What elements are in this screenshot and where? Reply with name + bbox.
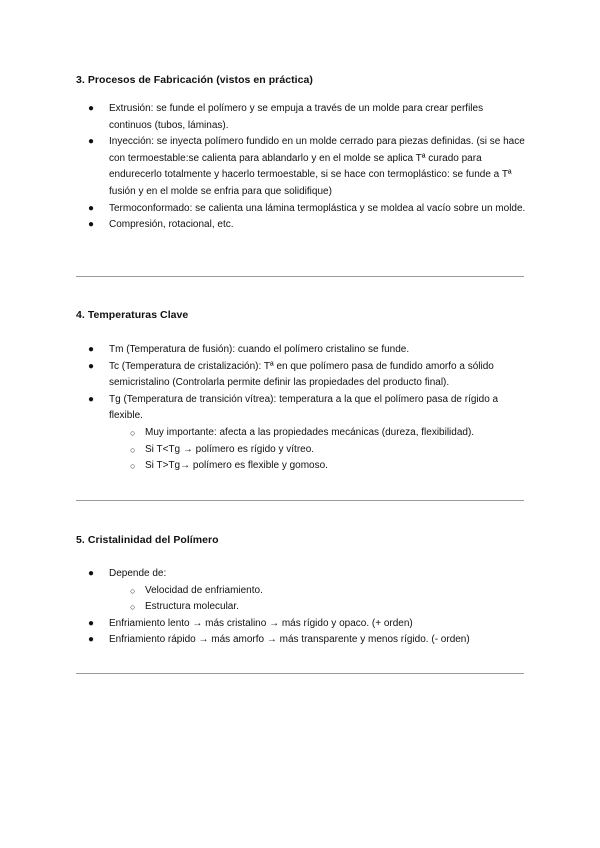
hollow-bullet-icon: ○ xyxy=(130,461,136,472)
list-item: ● Termoconformado: se calienta una lámina termoplástica y se moldea al vacío sobre un molde. xyxy=(76,201,526,218)
bullet-icon: ● xyxy=(88,568,95,579)
bullet-icon: ● xyxy=(88,219,95,231)
section-4-heading: 4. Temperaturas Clave xyxy=(76,309,189,321)
section-5-sublist xyxy=(76,583,526,616)
hollow-bullet-icon: ○ xyxy=(130,602,136,613)
section-3 xyxy=(76,73,526,234)
list-item: ● Enfriamiento lento → más cristalino → más rígido y opaco. (+ orden) xyxy=(76,616,526,633)
bullet-icon: ● xyxy=(88,634,95,646)
section-4-sublist xyxy=(76,425,526,475)
divider xyxy=(76,673,524,674)
list-item: ● Tm (Temperatura de fusión): cuando el polímero cristalino se funde. xyxy=(76,342,526,359)
bullet-icon: ● xyxy=(88,360,95,372)
list-subitem: ○ Si T<Tg → polímero es rígido y vítreo. xyxy=(76,442,526,459)
section-3-list xyxy=(76,101,526,234)
bullet-icon: ● xyxy=(88,136,95,148)
bullet-icon: ● xyxy=(88,103,95,114)
list-subitem: ○ Si T>Tg→ polímero es flexible y gomoso. xyxy=(76,458,526,475)
hollow-bullet-icon: ○ xyxy=(130,427,136,438)
divider xyxy=(76,276,524,277)
list-item: ● Extrusión: se funde el polímero y se empuja a través de un molde para crear perfiles continuos (tubos, láminas). xyxy=(88,103,484,131)
bullet-icon: ● xyxy=(88,617,95,629)
list-item: ● Inyección: se inyecta polímero fundido en un molde cerrado para piezas definidas. (si se hace con termoestable:se calienta para ablandarlo y en el molde se aplica Tª curado para endurecerlo totalmente y hacerlo termoestable, si se hace con termoplástico: se funde a Tª fusión y en el molde se enfria para que solidifique) xyxy=(88,136,525,197)
section-5 xyxy=(76,533,526,649)
hollow-bullet-icon: ○ xyxy=(130,444,136,455)
bullet-icon: ● xyxy=(88,202,95,214)
list-item: ● Depende de: ○ Velocidad de enfriamiento. ○ Estructura molecular. xyxy=(76,566,526,616)
section-5-list xyxy=(76,566,526,649)
bullet-icon: ● xyxy=(88,344,95,355)
bullet-icon: ● xyxy=(88,393,95,405)
list-subitem: ○ Velocidad de enfriamiento. xyxy=(76,583,526,600)
list-subitem: ○ Muy importante: afecta a las propiedades mecánicas (dureza, flexibilidad). xyxy=(76,425,526,442)
hollow-bullet-icon: ○ xyxy=(130,585,136,596)
list-subitem: ○ Estructura molecular. xyxy=(76,599,526,616)
divider xyxy=(76,500,524,501)
list-item: ● Tg (Temperatura de transición vítrea): temperatura a la que el polímero pasa de rígido a flexible. ○ Muy importante: afecta a las propiedades mecánicas (dureza, flexibilidad). ○ Si T<Tg → polímero es rígido y vítreo. ○ Si T>Tg→ polímero es flexible y gomoso. xyxy=(76,392,526,475)
list-item: ● Tc (Temperatura de cristalización): Tª en que polímero pasa de fundido amorfo a sólido semicristalino (Controlarla permite definir las propiedades del producto final). xyxy=(88,360,494,389)
section-5-heading: 5. Cristalinidad del Polímero xyxy=(76,534,219,546)
list-item: ● Compresión, rotacional, etc. xyxy=(76,217,526,234)
section-3-heading: 3. Procesos de Fabricación (vistos en práctica) xyxy=(76,74,313,86)
list-item: ● Enfriamiento rápido → más amorfo → más transparente y menos rígido. (- orden) xyxy=(76,632,526,649)
section-4-list xyxy=(76,342,526,475)
section-4 xyxy=(76,308,526,475)
